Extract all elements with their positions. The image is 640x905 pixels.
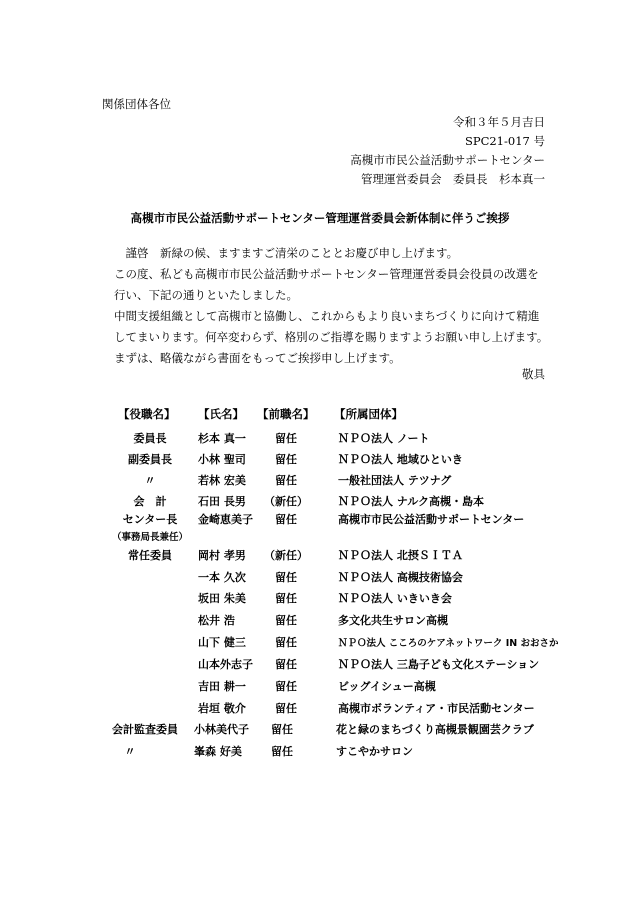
row-role: 〃	[144, 474, 156, 487]
row-status: 留任	[271, 745, 293, 758]
row-status: （新任）	[264, 495, 308, 508]
row-name: 吉田 耕一	[198, 680, 246, 693]
row-org: ＮＰＯ法人 三島子ども文化ステーション	[338, 658, 540, 671]
header-role: 【役職名】	[118, 407, 176, 421]
row-org: 高槻市ボランティア・市民活動センター	[338, 702, 535, 715]
row-role: 副委員長	[128, 453, 172, 466]
row-status: 留任	[275, 702, 297, 715]
row-status: 留任	[275, 592, 297, 605]
row-role: 〃	[124, 745, 136, 758]
body-line-4: 中間支援組織として高槻市と協働し、これからもより良いまちづくりに向けて精進	[114, 309, 540, 323]
row-role: 委員長	[133, 432, 167, 445]
document-date: 令和３年５月吉日	[453, 115, 545, 129]
body-line-3: 行い、下記の通りといたしました。	[114, 288, 298, 302]
body-line-2: この度、私ども高槻市市民公益活動サポートセンター管理運営委員会役員の改選を	[114, 267, 539, 281]
header-org: 【所属団体】	[334, 407, 403, 421]
row-name: 一本 久次	[198, 571, 246, 584]
row-name: 松井 浩	[198, 614, 235, 627]
row-status: 留任	[275, 474, 297, 487]
body-line-6: まずは、略儀ながら書面をもってご挨拶申し上げます。	[114, 351, 401, 365]
document-number: SPC21-017 号	[464, 134, 545, 148]
row-org: ＮＰＯ法人 地域ひといき	[338, 453, 463, 466]
row-status: 留任	[271, 723, 293, 736]
row-name: 山下 健三	[198, 636, 246, 649]
row-name: 若林 宏美	[198, 474, 246, 487]
row-name: 坂田 朱美	[198, 592, 246, 605]
row-org: 一般社団法人 テツナグ	[338, 474, 452, 487]
row-status: 留任	[275, 680, 297, 693]
row-org: 花と緑のまちづくり高槻景観園芸クラブ	[336, 723, 534, 736]
row-status: （新任）	[264, 549, 308, 562]
header-status: 【前職名】	[257, 407, 315, 421]
row-name: 山本外志子	[198, 658, 253, 671]
closing: 敬具	[522, 367, 545, 381]
row-status: 留任	[275, 614, 297, 627]
row-role: センター長	[122, 513, 178, 526]
row-name: 小林美代子	[194, 723, 249, 736]
row-name: 杉本 真一	[198, 432, 246, 445]
row-org: すこやかサロン	[336, 745, 413, 758]
row-name: 岩垣 敬介	[198, 702, 246, 715]
header-name: 【氏名】	[198, 407, 244, 421]
row-role: 会計監査委員	[112, 723, 178, 736]
row-name: 岡村 孝男	[198, 549, 246, 562]
row-name: 峯森 好美	[194, 745, 242, 758]
row-status: 留任	[275, 658, 297, 671]
row-status: 留任	[275, 432, 297, 445]
row-status: 留任	[275, 636, 297, 649]
row-org: ビッグイシュー高槻	[338, 680, 436, 693]
row-org: ＮＰＯ法人 いきいき会	[338, 592, 452, 605]
row-org: ＮＰＯ法人 北摂ＳＩＴＡ	[338, 549, 463, 562]
row-name: 小林 聖司	[198, 453, 246, 466]
row-role: 会 計	[133, 495, 167, 508]
row-org: 多文化共生サロン高槻	[338, 614, 448, 627]
body-line-1: 謹啓 新緑の候、ますますご清栄のこととお慶び申し上げます。	[114, 246, 459, 260]
row-role-note: （事務局長兼任）	[111, 532, 188, 543]
row-status: 留任	[275, 453, 297, 466]
sender-name: 管理運営委員会 委員長 杉本真一	[361, 172, 545, 186]
row-name: 石田 長男	[198, 495, 246, 508]
row-org: 高槻市市民公益活動サポートセンター	[338, 513, 525, 526]
row-org: ＮＰＯ法人 こころのケアネットワーク IN おおさか	[338, 638, 559, 649]
row-org: ＮＰＯ法人 ノート	[338, 432, 430, 445]
row-name: 金崎恵美子	[198, 513, 253, 526]
row-status: 留任	[275, 571, 297, 584]
addressee: 関係団体各位	[102, 97, 171, 111]
row-status: 留任	[275, 513, 297, 526]
body-line-5: してまいります。何卒変わらず、格別のご指導を賜りますようお願い申し上げます。	[114, 330, 549, 344]
row-role: 常任委員	[128, 549, 172, 562]
sender-organization: 高槻市市民公益活動サポートセンター	[350, 153, 545, 167]
row-org: ＮＰＯ法人 高槻技術協会	[338, 571, 463, 584]
row-org: ＮＰＯ法人 ナルク高槻・島本	[338, 495, 485, 508]
page-title: 高槻市市民公益活動サポートセンター管理運営委員会新体制に伴うご挨拶	[130, 211, 510, 225]
